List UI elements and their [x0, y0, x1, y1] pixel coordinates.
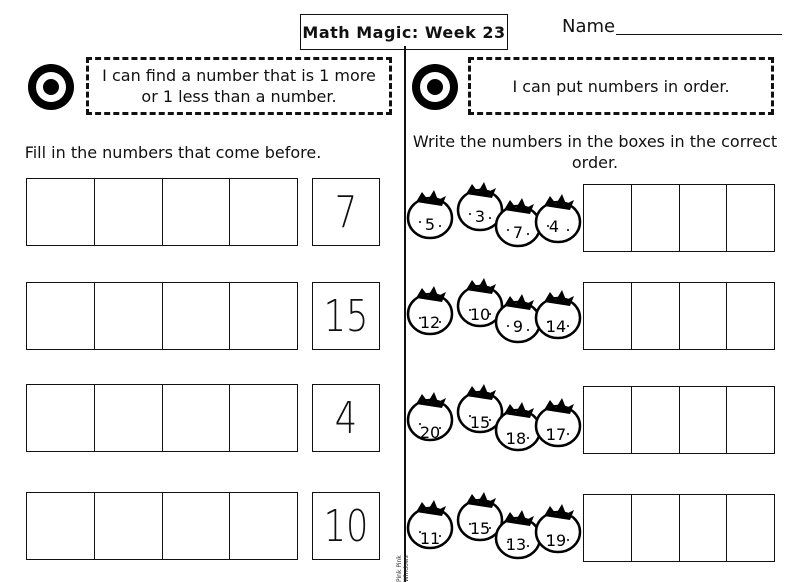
strawberry-number: 15 — [469, 413, 491, 432]
answer-boxes-row-4 — [26, 492, 298, 560]
answer-boxes-row-2 — [26, 282, 298, 350]
answer-box[interactable] — [584, 283, 632, 349]
strawberry-number: 14 — [545, 317, 567, 336]
answer-box[interactable] — [680, 387, 728, 453]
answer-box[interactable] — [680, 495, 728, 561]
left-goal-text: I can find a number that is 1 more or 1 less than a number. — [102, 66, 376, 106]
right-instruction: Write the numbers in the boxes in the correct order. — [412, 132, 778, 172]
strawberry-number: 20 — [419, 423, 441, 442]
strawberry-number: 18 — [505, 429, 527, 448]
order-boxes-row-1 — [583, 184, 775, 252]
answer-boxes-row-3 — [26, 384, 298, 452]
strawberry-groups — [404, 170, 584, 580]
answer-box[interactable] — [680, 283, 728, 349]
strawberry-number: 3 — [474, 207, 486, 226]
answer-box[interactable] — [230, 283, 297, 349]
answer-box[interactable] — [163, 179, 231, 245]
left-goal-box — [86, 57, 392, 115]
strawberry-group-1 — [408, 182, 580, 246]
answer-box[interactable] — [632, 495, 680, 561]
order-boxes-row-4 — [583, 494, 775, 562]
name-line[interactable] — [616, 34, 782, 35]
answer-box[interactable] — [727, 185, 774, 251]
answer-box[interactable] — [95, 493, 163, 559]
answer-box[interactable] — [230, 385, 297, 451]
strawberry-number: 15 — [469, 519, 491, 538]
strawberry-number: 10 — [469, 305, 491, 324]
order-boxes-row-3 — [583, 386, 775, 454]
answer-box[interactable] — [584, 387, 632, 453]
worksheet-title: Math Magic: Week 23 — [300, 14, 508, 50]
answer-box[interactable] — [95, 283, 163, 349]
answer-box[interactable] — [584, 495, 632, 561]
given-number-box — [312, 178, 380, 246]
answer-box[interactable] — [27, 493, 95, 559]
answer-box[interactable] — [230, 179, 297, 245]
answer-box[interactable] — [680, 185, 728, 251]
answer-box[interactable] — [163, 283, 231, 349]
strawberry-group-3 — [408, 384, 580, 450]
credit-text: Pink Pink Windows — [396, 555, 410, 582]
given-number: 10 — [323, 500, 369, 552]
given-number: 4 — [334, 392, 358, 444]
answer-box[interactable] — [163, 493, 231, 559]
answer-box[interactable] — [632, 185, 680, 251]
given-number: 7 — [334, 186, 358, 238]
answer-box[interactable] — [230, 493, 297, 559]
answer-box[interactable] — [727, 387, 774, 453]
given-number-box — [312, 282, 380, 350]
order-boxes-row-2 — [583, 282, 775, 350]
strawberry-number: 12 — [419, 313, 441, 332]
strawberry-number: 11 — [419, 529, 441, 548]
given-number-box — [312, 492, 380, 560]
strawberry-number: 5 — [424, 215, 436, 234]
answer-box[interactable] — [632, 387, 680, 453]
strawberry-number: 4 — [548, 217, 560, 236]
target-icon — [412, 64, 458, 110]
left-instruction: Fill in the numbers that come before. — [24, 143, 322, 162]
strawberry-number: 17 — [545, 425, 567, 444]
given-number-box — [312, 384, 380, 452]
right-goal-box — [468, 57, 774, 115]
answer-box[interactable] — [727, 283, 774, 349]
answer-box[interactable] — [163, 385, 231, 451]
answer-box[interactable] — [27, 179, 95, 245]
name-label: Name — [562, 16, 616, 37]
target-icon — [28, 64, 74, 110]
answer-box[interactable] — [95, 385, 163, 451]
answer-box[interactable] — [27, 283, 95, 349]
answer-box[interactable] — [584, 185, 632, 251]
given-number: 15 — [323, 290, 369, 342]
answer-box[interactable] — [727, 495, 774, 561]
strawberry-number: 19 — [545, 531, 567, 550]
strawberry-group-4 — [408, 492, 580, 558]
right-goal-text: I can put numbers in order. — [512, 76, 730, 96]
strawberry-number: 13 — [505, 535, 527, 554]
answer-box[interactable] — [632, 283, 680, 349]
strawberry-group-2 — [408, 278, 580, 342]
answer-box[interactable] — [95, 179, 163, 245]
strawberry-number: 9 — [512, 317, 524, 336]
answer-box[interactable] — [27, 385, 95, 451]
strawberry-number: 7 — [512, 223, 524, 242]
answer-boxes-row-1 — [26, 178, 298, 246]
